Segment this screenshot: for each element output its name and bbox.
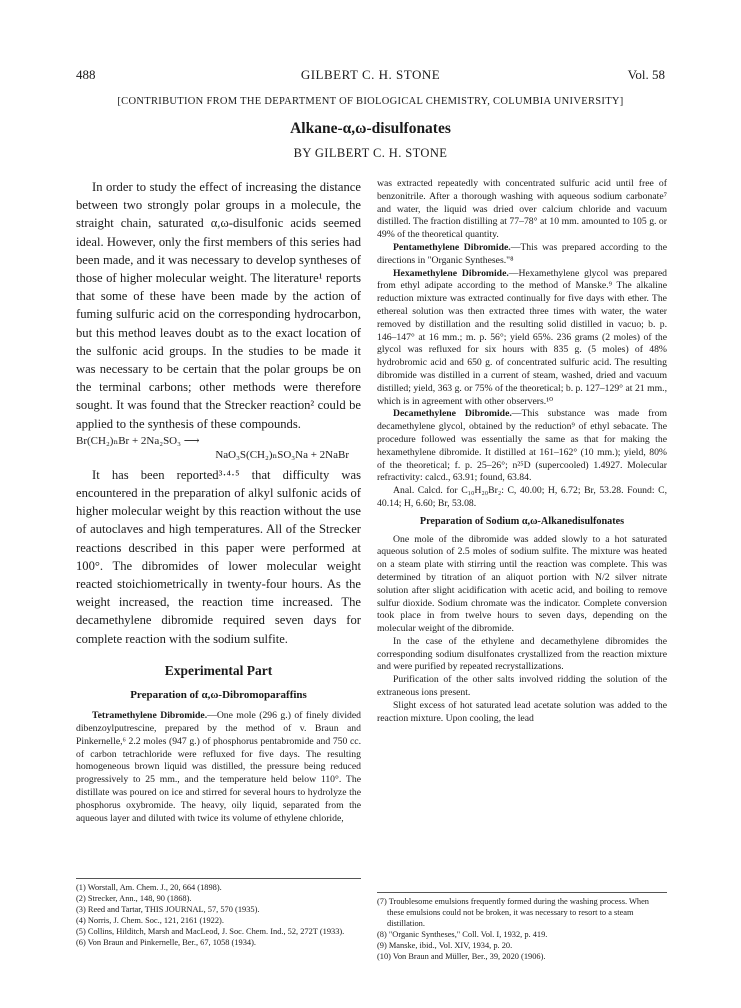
contribution-line: [CONTRIBUTION FROM THE DEPARTMENT OF BIOLOGICAL CHEMISTRY, COLUMBIA UNIVERSITY]	[117, 96, 624, 107]
footnote: (4) Norris, J. Chem. Soc., 121, 2161 (1922).	[76, 916, 224, 925]
footnote: (3) Reed and Tartar, THIS JOURNAL, 57, 570 (1935).	[76, 905, 260, 914]
paragraph: In the case of the ethylene and decamethylene dibromides the corresponding sodium disulfonates crystallized from the reaction mixture and were purified by repeated recrystallizations.	[377, 635, 667, 673]
right-column	[377, 178, 667, 725]
volume-label: Vol. 58	[627, 67, 665, 82]
paragraph-text: —This substance was made from decamethylene glycol, obtained by the reduction⁹ of ethyl sebacate. The procedure followed was essentially the same as that for making the hexamethylene dibromide. It distilled at 161–162° (10 mm.); yield, 80% of the theoretical; f. p. 25–26°; n²⁵D (supercooled) 1.4927. Molecular refractivity: calcd., 63.91; found, 63.84.	[377, 408, 667, 484]
paragraph: Purification of the other salts involved ridding the solution of the extraneous ions present.	[377, 674, 667, 699]
tetramethylene-paragraph	[76, 710, 361, 825]
run-in-heading: Decamethylene Dibromide.	[393, 408, 512, 420]
article-title: Alkane-α,ω-disulfonates	[290, 120, 451, 137]
footnotes-right	[377, 892, 667, 962]
author-byline: BY GILBERT C. H. STONE	[293, 146, 448, 160]
paragraph: was extracted repeatedly with concentrated sulfuric acid until free of benzonitrile. After a thorough washing with aqueous sodium carbonate⁷ and water, the liquid was dried over calcium chloride and vacuum distilled. The fraction distilling at 77–78° at 10 mm. amounted to 105 g. or 49% of the theoretical quantity.	[377, 178, 667, 241]
footnote: (1) Worstall, Am. Chem. J., 20, 664 (1898).	[76, 883, 222, 892]
analysis-paragraph: Anal. Calcd. for C₁₀H₂₀Br₂: C, 40.00; H, 6.72; Br, 53.28. Found: C, 40.14; H, 6.60; Br, 53.08.	[377, 485, 667, 509]
paragraph-text: —One mole (296 g.) of finely divided dibenzoylputrescine, prepared by the method of v. Braun and Pinkernelle,⁶ 2.2 moles (947 g.) of phosphorus pentabromide and 750 cc. of carbon tetrachloride were refluxed for five days. The resulting homogeneous brown liquid was distilled, the pressure being reduced progressively to 25 mm., and the temperature held below 110°. The distillate was poured on ice and stirred for several hours to hydrolyze the phosphorus oxybromide. The heavy, oily liquid, separated from the aqueous layer and diluted with twice its volume of ethylene chloride,	[76, 710, 362, 824]
footnote: (7) Troublesome emulsions frequently formed during the washing process. When these emulsions could not be broken, it was necessary to resort to a steam distillation.	[377, 897, 649, 928]
footnote: (8) "Organic Syntheses," Coll. Vol. I, 1932, p. 419.	[377, 930, 548, 939]
reaction-equation-line2: NaO₃S(CH₂)ₙSO₃Na + 2NaBr	[215, 448, 349, 461]
strecker-paragraph: It has been reported³·⁴·⁵ that difficulty was encountered in the preparation of alkyl sulfonic acids of higher molecular weight by this reaction without the use of autoclaves and high temperatures. All of the Strecker reactions described in this paper were performed at 100°. The dibromides of lower molecular weight reacted stoichiometrically in twenty-four hours. As the weight increased, the reaction time increased. The decamethylene dibromide required seven days for complete reaction with the sodium sulfite.	[76, 467, 361, 646]
left-column	[76, 178, 361, 825]
paragraph-text: —Hexamethylene glycol was prepared from ethyl adipate according to the method of Manske.⁹ The alkaline reduction mixture was extracted continually for five days with ether. The ethereal solution was then extracted three times with water, the water removed by distillation and the resulting solid distilled in vacuo; b. p. 146–147° at 16 mm.; m. p. 56°; yield 65%. 236 grams (2 moles) of the glycol was refluxed for six hours with 835 g. (5 moles) of 48% hydrobromic acid and 650 g. of concentrated sulfuric acid. The resulting dibromide was distilled in a current of steam, washed, dried and vacuum distilled; yield, 363 g. or 75% of the theoretical; b. p. 127–129° at 21 mm., which is in agreement with other observers.¹⁰	[377, 267, 667, 407]
intro-paragraph: In order to study the effect of increasing the distance between two strongly polar groups in a molecule, the straight chain, saturated α,ω-disulfonic acids seemed ideal. However, only the first members of this series had been made, and it was necessary to develop syntheses of those of higher molecular weight. The literature¹ reports that some of these have been made by the action of fuming sulfuric acid on the corresponding hydrocarbon, but this method leaves doubt as to the exact location of the sulfonic acid groups. In the studies to be made it was necessary to be certain that the polar groups be on the terminal carbons; other methods were therefore sought. It was found that the Strecker reaction² could be applied to the synthesis of these compounds.	[76, 180, 361, 431]
subsection-heading: Preparation of α,ω-Dibromoparaffins	[130, 689, 307, 702]
reaction-equation-line1: Br(CH₂)ₙBr + 2Na₂SO₃ ⟶	[76, 434, 200, 447]
footnote: (6) Von Braun and Pinkernelle, Ber., 67, 1058 (1934).	[76, 938, 256, 947]
footnote: (10) Von Braun and Müller, Ber., 39, 2020 (1906).	[377, 952, 546, 961]
hexamethylene-paragraph	[377, 268, 667, 409]
paragraph: Slight excess of hot saturated lead acetate solution was added to the reaction mixture. Upon cooling, the lead	[377, 699, 667, 724]
run-in-heading: Hexamethylene Dibromide.	[393, 267, 509, 279]
run-in-heading: Pentamethylene Dibromide.	[393, 241, 511, 253]
section-heading: Experimental Part	[164, 662, 273, 678]
footnotes-left	[76, 878, 361, 948]
decamethylene-paragraph	[377, 408, 667, 485]
footnote: (9) Manske, ibid., Vol. XIV, 1934, p. 20.	[377, 941, 513, 950]
footnote: (2) Strecker, Ann., 148, 90 (1868).	[76, 894, 192, 903]
paragraph: One mole of the dibromide was added slowly to a hot saturated aqueous solution of 2.5 moles of sodium sulfite. The mixture was heated on a steam plate with stirring until the reaction was complete. This was determined by titration of an aliquot portion with N/2 silver nitrate solution after slight acidification with acetic acid, and boiling to remove sulfur dioxide. Sodium chromate was the indicator. Complete conversion took place in from twelve hours to seven days, depending on the molecular weight of the dibromide.	[377, 533, 667, 635]
pentamethylene-paragraph	[377, 242, 667, 268]
page-number: 488	[76, 67, 96, 82]
run-in-heading: Tetramethylene Dibromide.	[92, 710, 208, 722]
subsection-heading: Preparation of Sodium α,ω-Alkanedisulfonates	[419, 515, 625, 527]
running-title: GILBERT C. H. STONE	[300, 67, 441, 82]
footnote: (5) Collins, Hilditch, Marsh and MacLeod, J. Soc. Chem. Ind., 52, 272T (1933).	[76, 927, 345, 936]
paragraph-text: —This was prepared according to the directions in "Organic Syntheses."⁸	[377, 241, 667, 266]
